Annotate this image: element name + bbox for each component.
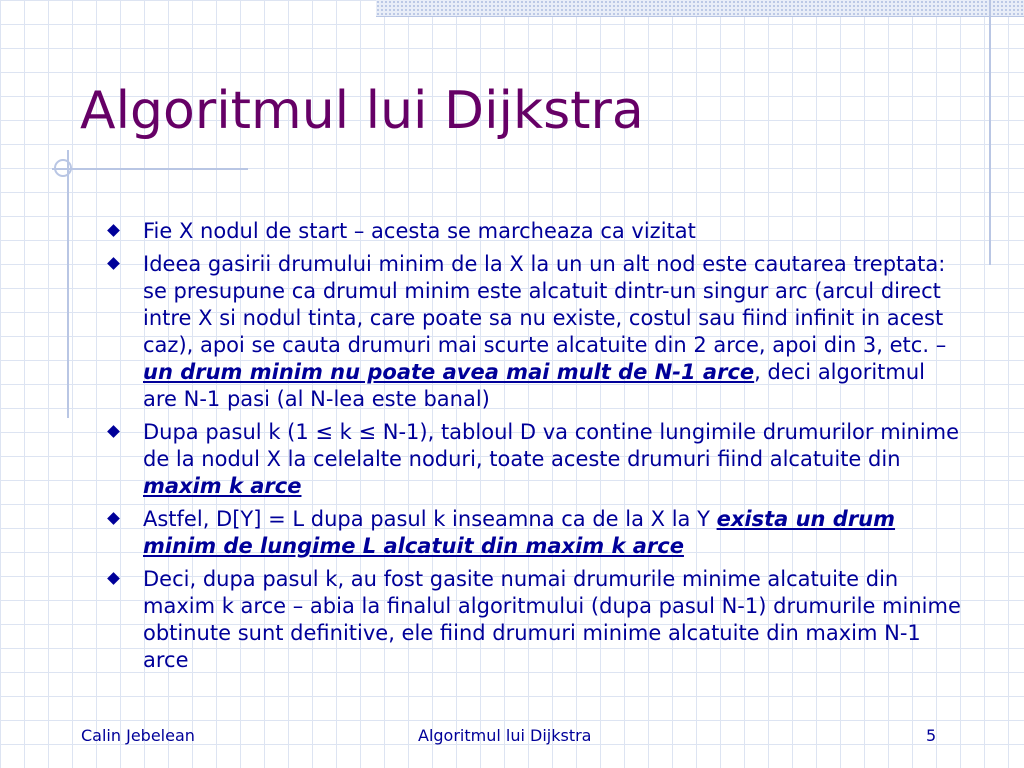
page-number: 5	[926, 726, 937, 745]
bullet-text: Ideea gasirii drumului minim de la X la un un alt nod este cautarea treptata: se presupune ca drumul minim este alcatuit dintr-un singur arc (arcul direct intre X si nodul tinta, care poate sa nu existe, costul sau fiind infinit in acest caz), apoi se cauta drumuri mai scurte alcatuite din 2 arce, apoi din 3, etc. –	[143, 252, 947, 357]
diamond-bullet-icon	[107, 572, 120, 585]
bullet-item	[104, 218, 964, 245]
diamond-bullet-icon	[107, 224, 120, 237]
bullet-item	[104, 506, 964, 560]
slide-title: Algoritmul lui Dijkstra	[80, 81, 644, 141]
right-vertical-rule	[989, 0, 991, 265]
footer-topic: Algoritmul lui Dijkstra	[418, 726, 592, 745]
diamond-bullet-icon	[107, 425, 120, 438]
left-vertical-rule	[67, 150, 69, 418]
bullet-text: Deci, dupa pasul k, au fost gasite numai drumurile minime alcatuite din maxim k arce – abia la finalul algoritmului (dupa pasul N-1) drumurile minime obtinute sunt definitive, ele fiind drumuri minime alcatuite din maxim N-1 arce	[143, 567, 961, 672]
bullet-text: Astfel, D[Y] = L dupa pasul k inseamna ca de la X la Y	[143, 507, 717, 531]
crosshair-circle-icon	[54, 159, 72, 177]
bullet-item	[104, 251, 964, 413]
bullet-text: Fie X nodul de start – acesta se marcheaza ca vizitat	[143, 219, 696, 243]
emphasized-text: un drum minim nu poate avea mai mult de N-1 arce	[143, 360, 755, 384]
header-decoration-band	[376, 0, 1024, 17]
diamond-bullet-icon	[107, 512, 120, 525]
bullet-text: , deci algoritmul are N-1 pasi (al N-lea este banal)	[143, 360, 925, 411]
bullet-text: Dupa pasul k (1 ≤ k ≤ N-1), tabloul D va contine lungimile drumurilor minime de la nodul X la celelalte noduri, toate aceste drumuri fiind alcatuite din	[143, 420, 960, 471]
diamond-bullet-icon	[107, 257, 120, 270]
bullet-item	[104, 419, 964, 500]
bullet-item	[104, 566, 964, 674]
bullet-list	[104, 218, 964, 680]
title-underline-rule	[52, 168, 248, 170]
footer-author: Calin Jebelean	[81, 726, 195, 745]
emphasized-text: exista un drum minim de lungime L alcatuit din maxim k arce	[143, 507, 896, 558]
emphasized-text: maxim k arce	[143, 474, 302, 498]
